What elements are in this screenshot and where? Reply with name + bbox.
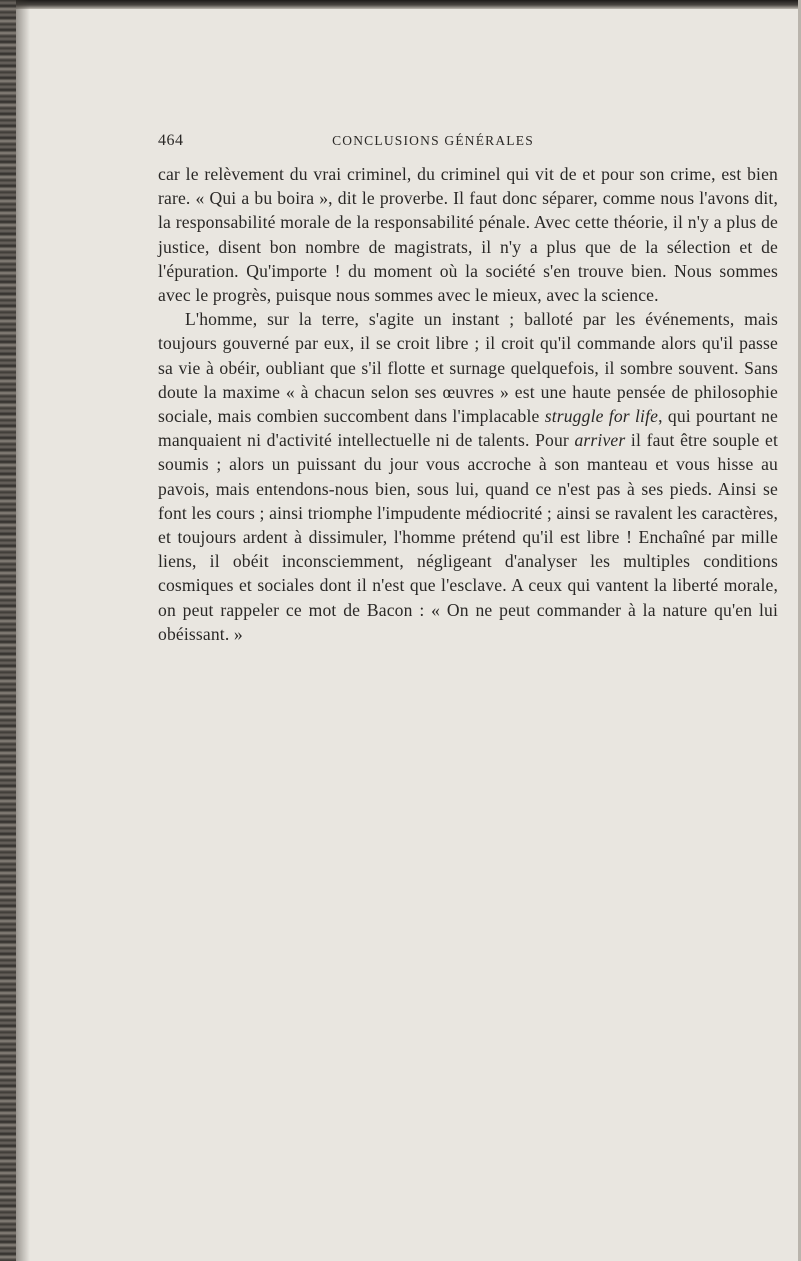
paragraph-2-text-a: L'homme, sur la terre, s'agite un instant ; balloté par les événements, mais toujours gouverné par eux, il se croit libre ; il croit qu'il commande alors qu'il passe sa vie à obéir, oubliant que s'il flotte et surnage quelquefois, il sombre souvent. Sans doute la maxime « à chacun selon ses œuvres » est une haute pensée de philosophie sociale, mais combien succombent dans l'implacable	[158, 309, 778, 427]
running-head	[158, 132, 778, 154]
page-number: 464	[158, 132, 184, 149]
body-text	[158, 162, 778, 646]
running-head-title: CONCLUSIONS GÉNÉRALES	[332, 133, 534, 148]
gutter-shadow	[16, 0, 30, 1261]
paragraph-2	[158, 307, 778, 646]
paragraph-1: car le relèvement du vrai criminel, du criminel qui vit de et pour son crime, est bien rare. « Qui a bu boira », dit le proverbe. Il faut donc séparer, comme nous l'avons dit, la responsabilité morale de la responsabilité pénale. Avec cette théorie, il n'y a plus de justice, disent bon nombre de magistrats, il n'y a plus que de la sélection et de l'épuration. Qu'importe ! du moment où la société s'en trouve bien. Nous sommes avec le progrès, puisque nous sommes avec le mieux, avec la science.	[158, 164, 778, 306]
book-binding-edge	[0, 0, 16, 1261]
book-page	[158, 132, 778, 646]
paragraph-2-text-b: , qui pourtant ne manquaient ni d'activité intellectuelle ni de talents. Pour	[158, 406, 778, 451]
paragraph-2-text-c: il faut être souple et soumis ; alors un puissant du jour vous accroche à son manteau et vous hisse au pavois, mais entendons-nous bien, sous lui, quand ce n'est pas à ses pieds. Ainsi se font les cours ; ainsi triomphe l'impudente médiocrité ; ainsi se ravalent les caractères, et toujours ardent à dissimuler, l'homme prétend qu'il est libre ! Enchaîné par mille liens, il obéit inconsciemment, négligeant d'analyser les multiples conditions cosmiques et sociales dont il n'est que l'esclave. A ceux qui vantent la liberté morale, on peut rappeler ce mot de Bacon : « On ne peut commander à la nature qu'en lui obéissant. »	[158, 430, 778, 644]
page-top-edge	[0, 0, 801, 9]
italic-word-arriver: arriver	[574, 430, 626, 451]
italic-phrase-struggle: struggle for life	[544, 406, 659, 427]
